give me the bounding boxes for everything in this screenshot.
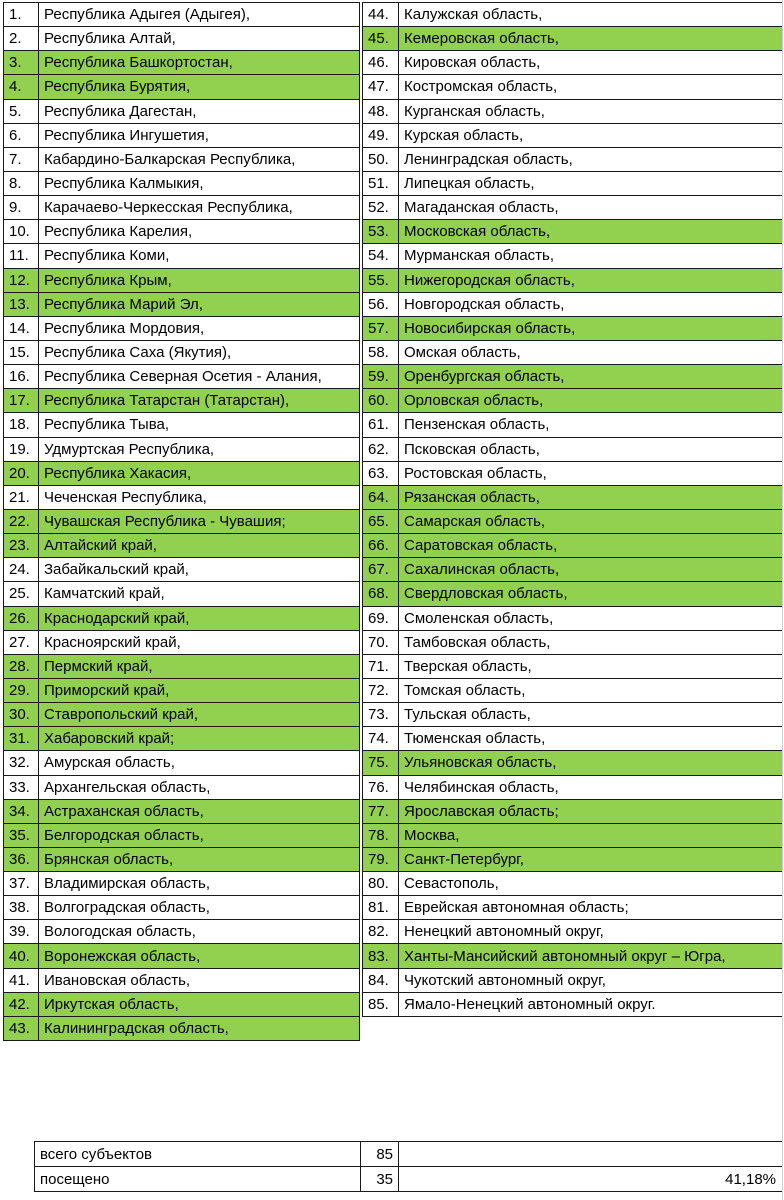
region-row [4, 171, 360, 195]
region-number-cell[interactable]: 71. [363, 654, 399, 678]
region-name-cell[interactable]: Красноярский край, [39, 630, 360, 654]
region-name-cell[interactable]: Камчатский край, [39, 582, 360, 606]
region-number-cell[interactable]: 8. [4, 171, 39, 195]
region-name-cell[interactable]: Приморский край, [39, 678, 360, 702]
region-name-cell[interactable]: Удмуртская Республика, [39, 437, 360, 461]
region-row [4, 147, 360, 171]
region-name-cell[interactable]: Ямало-Ненецкий автономный округ. [399, 992, 783, 1016]
region-row [363, 123, 783, 147]
region-number-cell[interactable]: 25. [4, 582, 39, 606]
region-row [4, 196, 360, 220]
summary-row-total [35, 1142, 783, 1167]
region-number-cell[interactable]: 56. [363, 292, 399, 316]
region-row [363, 437, 783, 461]
region-name-cell[interactable]: Республика Мордовия, [39, 316, 360, 340]
region-name-cell[interactable]: Республика Башкортостан, [39, 51, 360, 75]
region-name-cell[interactable]: Нижегородская область, [399, 268, 783, 292]
region-name-cell[interactable]: Воронежская область, [39, 944, 360, 968]
region-name-cell[interactable]: Челябинская область, [399, 775, 783, 799]
region-row [4, 872, 360, 896]
sheet-edge-line [782, 0, 783, 1200]
region-name-cell[interactable]: Оренбургская область, [399, 365, 783, 389]
region-number-cell[interactable]: 11. [4, 244, 39, 268]
region-number-cell[interactable]: 16. [4, 365, 39, 389]
region-row [363, 413, 783, 437]
region-name-cell[interactable]: Кировская область, [399, 51, 783, 75]
region-number-cell[interactable]: 35. [4, 823, 39, 847]
region-number-cell[interactable]: 21. [4, 485, 39, 509]
region-row [4, 389, 360, 413]
region-number-cell[interactable]: 81. [363, 896, 399, 920]
region-row [4, 244, 360, 268]
region-name-cell[interactable]: Тульская область, [399, 703, 783, 727]
region-row [363, 534, 783, 558]
region-row [4, 509, 360, 533]
region-name-cell[interactable]: Омская область, [399, 340, 783, 364]
region-number-cell[interactable]: 61. [363, 413, 399, 437]
region-name-cell[interactable]: Рязанская область, [399, 485, 783, 509]
region-name-cell[interactable]: Орловская область, [399, 389, 783, 413]
region-number-cell[interactable]: 42. [4, 992, 39, 1016]
region-number-cell[interactable]: 30. [4, 703, 39, 727]
region-row [363, 147, 783, 171]
region-number-cell[interactable]: 64. [363, 485, 399, 509]
region-name-cell[interactable]: Ярославская область; [399, 799, 783, 823]
region-row [363, 220, 783, 244]
region-name-cell[interactable]: Ростовская область, [399, 461, 783, 485]
region-name-cell[interactable]: Санкт-Петербург, [399, 847, 783, 871]
region-number-cell[interactable]: 18. [4, 413, 39, 437]
region-name-cell[interactable]: Республика Калмыкия, [39, 171, 360, 195]
region-number-cell[interactable]: 76. [363, 775, 399, 799]
region-name-cell[interactable]: Курганская область, [399, 99, 783, 123]
visited-value[interactable]: 35 [361, 1167, 399, 1192]
region-row [363, 340, 783, 364]
region-name-cell[interactable]: Кемеровская область, [399, 27, 783, 51]
region-row [4, 365, 360, 389]
region-number-cell[interactable]: 27. [4, 630, 39, 654]
region-row [4, 437, 360, 461]
region-number-cell[interactable]: 9. [4, 196, 39, 220]
region-row [4, 413, 360, 437]
region-row [4, 1016, 360, 1040]
region-name-cell[interactable]: Волгоградская область, [39, 896, 360, 920]
region-name-cell[interactable]: Костромская область, [399, 75, 783, 99]
visited-label[interactable]: посещено [35, 1167, 361, 1192]
region-name-cell[interactable]: Новосибирская область, [399, 316, 783, 340]
region-number-cell[interactable]: 46. [363, 51, 399, 75]
region-row [4, 823, 360, 847]
region-row [363, 944, 783, 968]
region-number-cell[interactable]: 32. [4, 751, 39, 775]
region-number-cell[interactable]: 34. [4, 799, 39, 823]
region-name-cell[interactable]: Томская область, [399, 678, 783, 702]
region-number-cell[interactable]: 59. [363, 365, 399, 389]
region-row [4, 99, 360, 123]
region-number-cell[interactable]: 6. [4, 123, 39, 147]
region-number-cell[interactable]: 2. [4, 27, 39, 51]
region-name-cell[interactable]: Кабардино-Балкарская Республика, [39, 147, 360, 171]
region-number-cell[interactable]: 68. [363, 582, 399, 606]
region-name-cell[interactable]: Чеченская Республика, [39, 485, 360, 509]
region-row [4, 51, 360, 75]
region-row [4, 606, 360, 630]
summary-table [34, 1141, 783, 1192]
region-name-cell[interactable]: Карачаево-Черкесская Республика, [39, 196, 360, 220]
region-name-cell[interactable]: Москва, [399, 823, 783, 847]
region-name-cell[interactable]: Новгородская область, [399, 292, 783, 316]
region-row [363, 27, 783, 51]
region-row [4, 654, 360, 678]
region-number-cell[interactable]: 4. [4, 75, 39, 99]
summary-row-visited [35, 1167, 783, 1192]
region-row [4, 992, 360, 1016]
region-name-cell[interactable]: Республика Адыгея (Адыгея), [39, 3, 360, 27]
total-label[interactable]: всего субъектов [35, 1142, 361, 1167]
region-row [363, 751, 783, 775]
region-number-cell[interactable]: 74. [363, 727, 399, 751]
region-row [363, 968, 783, 992]
region-number-cell[interactable]: 1. [4, 3, 39, 27]
region-row [363, 75, 783, 99]
region-row [363, 196, 783, 220]
region-row [4, 220, 360, 244]
region-number-cell[interactable]: 12. [4, 268, 39, 292]
region-name-cell[interactable]: Алтайский край, [39, 534, 360, 558]
region-name-cell[interactable]: Пермский край, [39, 654, 360, 678]
total-empty-cell[interactable] [399, 1142, 783, 1167]
region-name-cell[interactable]: Республика Марий Эл, [39, 292, 360, 316]
region-name-cell[interactable]: Архангельская область, [39, 775, 360, 799]
region-number-cell[interactable]: 84. [363, 968, 399, 992]
region-name-cell[interactable]: Еврейская автономная область; [399, 896, 783, 920]
region-number-cell[interactable]: 82. [363, 920, 399, 944]
region-number-cell[interactable]: 33. [4, 775, 39, 799]
region-number-cell[interactable]: 43. [4, 1016, 39, 1040]
region-name-cell[interactable]: Ставропольский край, [39, 703, 360, 727]
region-row [363, 99, 783, 123]
region-number-cell[interactable]: 55. [363, 268, 399, 292]
region-row [363, 920, 783, 944]
region-name-cell[interactable]: Чукотский автономный округ, [399, 968, 783, 992]
region-name-cell[interactable]: Республика Бурятия, [39, 75, 360, 99]
region-number-cell[interactable]: 80. [363, 872, 399, 896]
total-value[interactable]: 85 [361, 1142, 399, 1167]
region-row [4, 461, 360, 485]
region-row [4, 847, 360, 871]
region-number-cell[interactable]: 39. [4, 920, 39, 944]
region-row [363, 775, 783, 799]
region-row [363, 51, 783, 75]
region-number-cell[interactable]: 31. [4, 727, 39, 751]
region-name-cell[interactable]: Самарская область, [399, 509, 783, 533]
region-name-cell[interactable]: Республика Крым, [39, 268, 360, 292]
region-number-cell[interactable]: 63. [363, 461, 399, 485]
region-row [4, 582, 360, 606]
region-name-cell[interactable]: Калужская область, [399, 3, 783, 27]
region-name-cell[interactable]: Хабаровский край; [39, 727, 360, 751]
region-number-cell[interactable]: 7. [4, 147, 39, 171]
region-name-cell[interactable]: Сахалинская область, [399, 558, 783, 582]
region-row [4, 920, 360, 944]
region-name-cell[interactable]: Республика Северная Осетия - Алания, [39, 365, 360, 389]
region-name-cell[interactable]: Севастополь, [399, 872, 783, 896]
region-row [4, 968, 360, 992]
region-number-cell[interactable]: 37. [4, 872, 39, 896]
region-row [4, 27, 360, 51]
region-number-cell[interactable]: 52. [363, 196, 399, 220]
region-name-cell[interactable]: Пензенская область, [399, 413, 783, 437]
region-number-cell[interactable]: 79. [363, 847, 399, 871]
region-number-cell[interactable]: 49. [363, 123, 399, 147]
visited-percent[interactable]: 41,18% [399, 1167, 783, 1192]
region-number-cell[interactable]: 70. [363, 630, 399, 654]
region-row [363, 365, 783, 389]
region-name-cell[interactable]: Ивановская область, [39, 968, 360, 992]
region-name-cell[interactable]: Псковская область, [399, 437, 783, 461]
region-name-cell[interactable]: Астраханская область, [39, 799, 360, 823]
region-number-cell[interactable]: 58. [363, 340, 399, 364]
region-name-cell[interactable]: Саратовская область, [399, 534, 783, 558]
region-number-cell[interactable]: 85. [363, 992, 399, 1016]
region-row [363, 558, 783, 582]
region-number-cell[interactable]: 20. [4, 461, 39, 485]
region-row [363, 992, 783, 1016]
region-row [4, 703, 360, 727]
region-name-cell[interactable]: Ленинградская область, [399, 147, 783, 171]
region-row [4, 340, 360, 364]
region-row [363, 316, 783, 340]
region-row [4, 727, 360, 751]
region-number-cell[interactable]: 45. [363, 27, 399, 51]
region-name-cell[interactable]: Иркутская область, [39, 992, 360, 1016]
region-number-cell[interactable]: 77. [363, 799, 399, 823]
region-number-cell[interactable]: 65. [363, 509, 399, 533]
region-name-cell[interactable]: Брянская область, [39, 847, 360, 871]
region-row [363, 872, 783, 896]
region-row [4, 316, 360, 340]
region-number-cell[interactable]: 57. [363, 316, 399, 340]
region-name-cell[interactable]: Тюменская область, [399, 727, 783, 751]
region-number-cell[interactable]: 75. [363, 751, 399, 775]
region-number-cell[interactable]: 15. [4, 340, 39, 364]
region-row [4, 123, 360, 147]
region-row [363, 727, 783, 751]
region-row [4, 534, 360, 558]
region-name-cell[interactable]: Московская область, [399, 220, 783, 244]
region-name-cell[interactable]: Республика Саха (Якутия), [39, 340, 360, 364]
region-name-cell[interactable]: Липецкая область, [399, 171, 783, 195]
region-number-cell[interactable]: 14. [4, 316, 39, 340]
region-number-cell[interactable]: 10. [4, 220, 39, 244]
region-name-cell[interactable]: Калининградская область, [39, 1016, 360, 1040]
region-number-cell[interactable]: 40. [4, 944, 39, 968]
region-name-cell[interactable]: Владимирская область, [39, 872, 360, 896]
region-number-cell[interactable]: 44. [363, 3, 399, 27]
region-number-cell[interactable]: 62. [363, 437, 399, 461]
region-name-cell[interactable]: Магаданская область, [399, 196, 783, 220]
region-row [363, 3, 783, 27]
region-row [4, 630, 360, 654]
region-row [4, 292, 360, 316]
region-row [363, 896, 783, 920]
region-name-cell[interactable]: Республика Дагестан, [39, 99, 360, 123]
region-row [4, 751, 360, 775]
region-row [363, 461, 783, 485]
region-row [363, 582, 783, 606]
region-name-cell[interactable]: Смоленская область, [399, 606, 783, 630]
region-number-cell[interactable]: 73. [363, 703, 399, 727]
region-number-cell[interactable]: 60. [363, 389, 399, 413]
region-number-cell[interactable]: 83. [363, 944, 399, 968]
region-row [363, 268, 783, 292]
region-number-cell[interactable]: 69. [363, 606, 399, 630]
region-row [363, 606, 783, 630]
region-name-cell[interactable]: Ненецкий автономный округ, [399, 920, 783, 944]
regions-table-right [362, 2, 783, 1017]
region-row [4, 775, 360, 799]
region-row [4, 896, 360, 920]
region-number-cell[interactable]: 78. [363, 823, 399, 847]
region-number-cell[interactable]: 51. [363, 171, 399, 195]
region-number-cell[interactable]: 24. [4, 558, 39, 582]
region-number-cell[interactable]: 26. [4, 606, 39, 630]
region-row [363, 654, 783, 678]
region-name-cell[interactable]: Тверская область, [399, 654, 783, 678]
region-name-cell[interactable]: Свердловская область, [399, 582, 783, 606]
region-name-cell[interactable]: Курская область, [399, 123, 783, 147]
region-name-cell[interactable]: Вологодская область, [39, 920, 360, 944]
region-row [4, 944, 360, 968]
region-row [363, 703, 783, 727]
region-name-cell[interactable]: Белгородская область, [39, 823, 360, 847]
region-number-cell[interactable]: 23. [4, 534, 39, 558]
region-row [363, 485, 783, 509]
region-number-cell[interactable]: 48. [363, 99, 399, 123]
region-name-cell[interactable]: Ханты-Мансийский автономный округ – Югра, [399, 944, 783, 968]
region-number-cell[interactable]: 72. [363, 678, 399, 702]
region-row [363, 630, 783, 654]
region-name-cell[interactable]: Амурская область, [39, 751, 360, 775]
region-number-cell[interactable]: 47. [363, 75, 399, 99]
region-number-cell[interactable]: 41. [4, 968, 39, 992]
region-number-cell[interactable]: 67. [363, 558, 399, 582]
region-row [4, 799, 360, 823]
region-number-cell[interactable]: 19. [4, 437, 39, 461]
region-row [363, 799, 783, 823]
region-number-cell[interactable]: 13. [4, 292, 39, 316]
region-name-cell[interactable]: Республика Хакасия, [39, 461, 360, 485]
region-row [4, 75, 360, 99]
region-number-cell[interactable]: 17. [4, 389, 39, 413]
region-row [363, 509, 783, 533]
region-row [363, 823, 783, 847]
region-row [363, 244, 783, 268]
region-number-cell[interactable]: 53. [363, 220, 399, 244]
region-number-cell[interactable]: 54. [363, 244, 399, 268]
region-number-cell[interactable]: 5. [4, 99, 39, 123]
region-number-cell[interactable]: 50. [363, 147, 399, 171]
region-number-cell[interactable]: 28. [4, 654, 39, 678]
region-name-cell[interactable]: Республика Карелия, [39, 220, 360, 244]
region-row [4, 558, 360, 582]
region-name-cell[interactable]: Чувашская Республика - Чувашия; [39, 509, 360, 533]
region-name-cell[interactable]: Ульяновская область, [399, 751, 783, 775]
region-row [363, 292, 783, 316]
region-row [363, 678, 783, 702]
region-name-cell[interactable]: Республика Тыва, [39, 413, 360, 437]
regions-table-left [3, 2, 360, 1041]
region-row [363, 389, 783, 413]
region-row [4, 678, 360, 702]
region-row [4, 3, 360, 27]
region-number-cell[interactable]: 29. [4, 678, 39, 702]
region-row [4, 485, 360, 509]
region-number-cell[interactable]: 38. [4, 896, 39, 920]
region-row [363, 171, 783, 195]
region-name-cell[interactable]: Тамбовская область, [399, 630, 783, 654]
region-number-cell[interactable]: 66. [363, 534, 399, 558]
region-number-cell[interactable]: 36. [4, 847, 39, 871]
region-name-cell[interactable]: Республика Коми, [39, 244, 360, 268]
region-name-cell[interactable]: Республика Ингушетия, [39, 123, 360, 147]
region-row [363, 847, 783, 871]
region-name-cell[interactable]: Забайкальский край, [39, 558, 360, 582]
region-number-cell[interactable]: 3. [4, 51, 39, 75]
region-name-cell[interactable]: Республика Татарстан (Татарстан), [39, 389, 360, 413]
region-name-cell[interactable]: Мурманская область, [399, 244, 783, 268]
region-row [4, 268, 360, 292]
region-name-cell[interactable]: Республика Алтай, [39, 27, 360, 51]
region-name-cell[interactable]: Краснодарский край, [39, 606, 360, 630]
region-number-cell[interactable]: 22. [4, 509, 39, 533]
